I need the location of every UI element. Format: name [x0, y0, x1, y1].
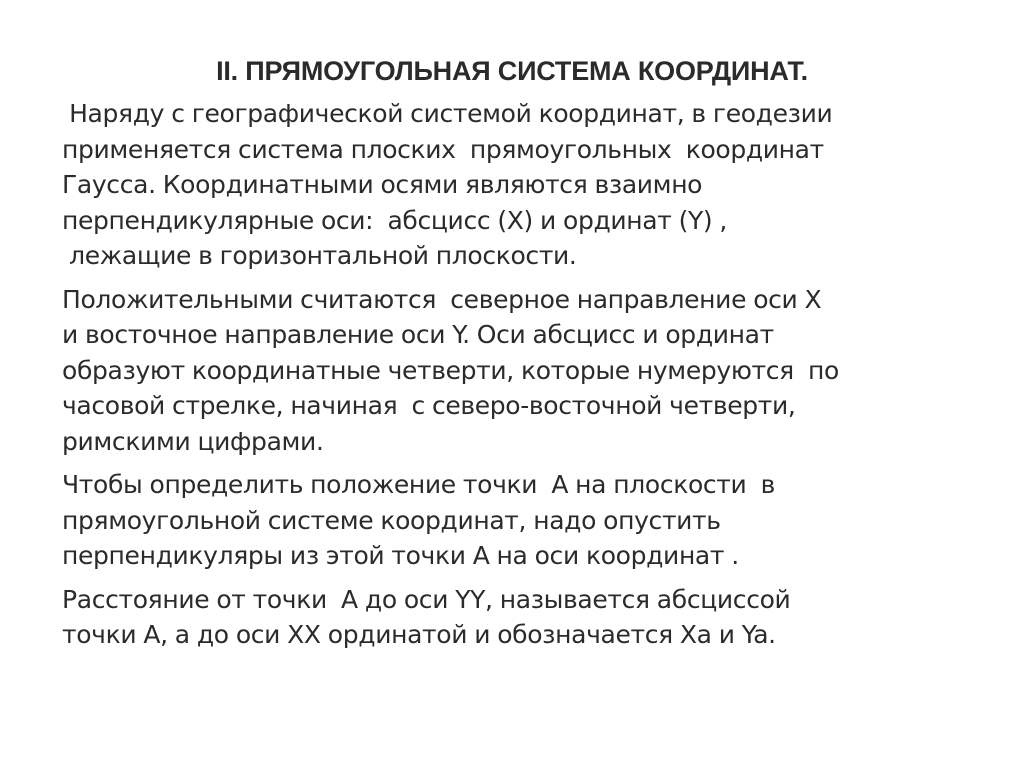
text-line: Чтобы определить положение точки А на плоскости в [62, 470, 775, 499]
text-line: перпендикулярные оси: абсцисс (Х) и ординат (Y) , [62, 205, 727, 235]
text-line: лежащие в горизонтальной плоскости. [62, 241, 577, 270]
text-line: перпендикуляры из этой точки А на оси координат . [62, 541, 739, 570]
paragraph-intro [62, 96, 982, 274]
paragraph-positive-directions [62, 282, 982, 460]
text-line: Расстояние от точки А до оси YY, называется абсциссой [62, 584, 791, 614]
text-line: и восточное направление оси Y. Оси абсцисс и ординат [62, 320, 774, 349]
text-line: прямоугольной системе координат, надо опустить [62, 505, 721, 535]
text-line: точки А, а до оси ХХ ординатой и обозначается Ха и Ya. [62, 620, 776, 649]
text-line: часовой стрелке, начиная с северо-восточной четверти, [62, 391, 796, 420]
paragraph-abscissa-ordinate [62, 582, 982, 653]
slide-body [62, 96, 982, 661]
text-line: Гаусса. Координатными осями являются взаимно [62, 170, 703, 199]
text-line: Наряду с географической системой координат, в геодезии [62, 99, 833, 128]
text-line: применяется система плоских прямоугольных координат [62, 134, 824, 164]
text-line: образуют координатные четверти, которые нумеруются по [62, 355, 839, 385]
slide-title: II. ПРЯМОУГОЛЬНАЯ СИСТЕМА КООРДИНАТ. [216, 56, 808, 86]
text-line: Положительными считаются северное направление оси Х [62, 284, 822, 314]
text-line: римскими цифрами. [62, 426, 324, 456]
paragraph-point-position [62, 467, 982, 574]
